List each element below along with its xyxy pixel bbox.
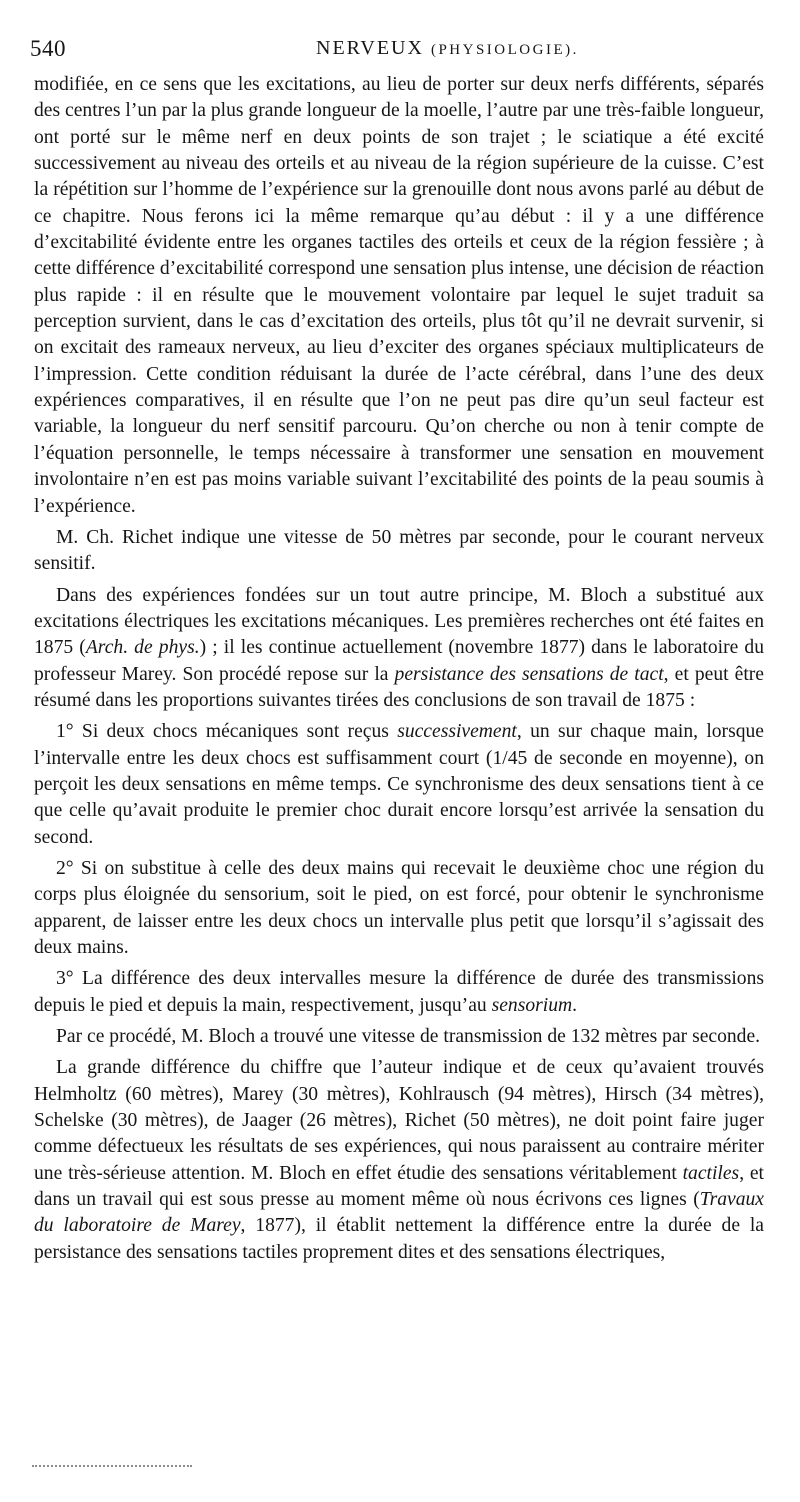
- text-run: modifiée, en ce sens que les excitations, au lieu de porter sur deux nerfs différents, séparés des centres l’un par la plus grande longueur de la moelle, l’autre par une très-faible longueur, ont porté sur le même nerf en deux points de son trajet ; le sciatique a été excité successivement au niveau des orteils et au niveau de la région supérieure de la cuisse. C’est la répétition sur l’homme de l’expérience sur la grenouille dont nous avons parlé au début de ce chapitre. Nous ferons ici la même remarque qu’au début : il y a une différence d’excitabilité évidente entre les organes tactiles des orteils et ceux de la région fessière ; à cette différence d’excitabilité correspond une sensation plus intense, une décision de réaction plus rapide : il en résulte que le mouvement volontaire par lequel le sujet traduit sa perception survient, dans le cas d’excitation des orteils, plus tôt qu’il ne devrait survenir, si on excitait des rameaux nerveux, au lieu d’exciter des organes spéciaux multiplicateurs de l’impression. Cette condition réduisant la durée de l’acte cérébral, dans l’une des deux expériences comparatives, il en résulte que l’on ne peut pas dire qu’un seul facteur est variable, la longueur du nerf sensitif parcouru. Qu’on cherche ou non à tenir compte de l’équation personnelle, le temps nécessaire à transformer une sensation en mouvement involontaire n’en est pas moins variable suivant l’excitabilité des points de la peau soumis à l’expérience.: [34, 74, 764, 517]
- paragraph: [34, 719, 764, 851]
- text-run: La grande différence du chiffre que l’auteur indique et de ceux qu’avaient trouvés Helmholtz (60 mètres), Marey (30 mètres), Kohlrausch (94 mètres), Hirsch (34 mètres), Schelske (30 mètres), de Jaager (26 mètres), Richet (50 mètres), ne doit point faire juger comme défectueux les résultats de ses expériences, qui nous paraissent au contraire mériter une très-sérieuse attention. M. Bloch en effet étudie des sensations véritablement: [34, 1057, 764, 1184]
- paragraph: [34, 525, 764, 578]
- paragraph: [34, 1055, 764, 1266]
- text-run: 3° La différence des deux intervalles mesure la différence de durée des transmissions depuis le pied et depuis la main, respectivement, jusqu’au: [34, 968, 764, 1016]
- text-run: , 1877), il établit nettement la différence entre la durée de la persistance des sensations tactiles proprement dites et des sensations électriques,: [34, 1215, 764, 1263]
- text-run: , et peut être résumé dans les proportions suivantes tirées des conclusions de son travail de 1875 :: [34, 663, 764, 711]
- text-run: 1° Si deux chocs mécaniques sont reçus: [56, 721, 398, 743]
- footer-rule: [32, 1465, 192, 1467]
- text-run: Dans des expériences fondées sur un tout autre principe, M. Bloch a substitué aux excitations électriques les excitations mécaniques. Les premières recherches ont été faites en 1875 (: [34, 584, 764, 659]
- running-title-section: (PHYSIOLOGIE).: [430, 42, 579, 58]
- paragraph: [34, 72, 764, 520]
- text-run: Par ce procédé, M. Bloch a trouvé une vitesse de transmission de 132 mètres par seconde.: [56, 1026, 761, 1048]
- paragraph: [34, 583, 764, 715]
- text-run: 2° Si on substitue à celle des deux mains qui recevait le deuxième choc une région du corps plus éloignée du sensorium, soit le pied, on est forcé, pour obtenir le synchronisme apparent, de laisser entre les deux chocs un intervalle plus petit que lorsqu’il s’agissait des deux mains.: [34, 857, 764, 958]
- italic-text: sensorium: [491, 994, 573, 1016]
- paragraph: [34, 966, 764, 1019]
- paragraph: [34, 856, 764, 961]
- italic-text: persistance des sensations de tact: [394, 663, 664, 685]
- text-run: , et dans un travail qui est sous presse au moment même où nous écrivons ces lignes (: [34, 1162, 764, 1211]
- running-title-main: NERVEUX: [316, 37, 424, 59]
- running-title: [316, 37, 579, 60]
- running-header: [30, 32, 765, 66]
- page-number: 540: [30, 36, 66, 61]
- italic-text: Travaux du laboratoire de Marey: [34, 1189, 764, 1237]
- italic-text: Arch. de phys.: [85, 637, 200, 659]
- text-run: , un sur chaque main, lorsque l’intervalle entre les deux chocs est suffisamment court (1/45 de seconde en moyenne), on perçoit les deux sensations en même temps. Ce synchronisme des deux sensations tient à ce que celle qu’avait produite le premier choc durait encore lorsqu’est arrivée la sensation du second.: [34, 721, 764, 848]
- body-text: [34, 72, 764, 1266]
- italic-text: successivement: [397, 721, 517, 743]
- text-run: M. Ch. Richet indique une vitesse de 50 mètres par seconde, pour le courant nerveux sensitif.: [34, 526, 764, 575]
- text-run: .: [572, 994, 578, 1016]
- paragraph: [34, 1024, 764, 1050]
- text-run: ) ; il les continue actuellement (novembre 1877) dans le laboratoire du professeur Marey. Son procédé repose sur la: [34, 637, 764, 685]
- italic-text: tactiles: [682, 1162, 740, 1184]
